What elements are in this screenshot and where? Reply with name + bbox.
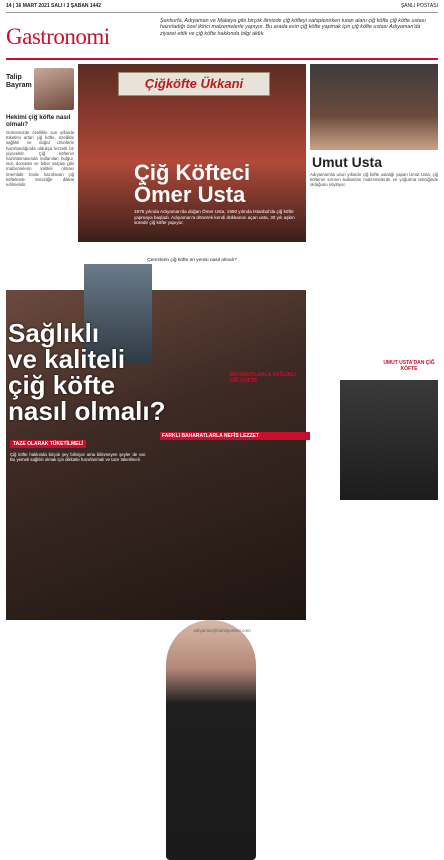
headline bbox=[134, 162, 250, 206]
lower-headline bbox=[8, 320, 166, 424]
author-name: Talip Bayram bbox=[6, 74, 32, 89]
page-header bbox=[6, 2, 438, 13]
column-body: Günümüzde özellikle son yıllarda tüketimi artan çiğ köfte, özellikle sağlıklı ve doğal ürünlerle hazırlandığında oldukça lezzetli bir yiyecektir. Çiğ köftenin hazırlanmasında kullanılan bulgur, isot, domates ve biber salçası gibi malzemelerin kaliteli olması önemlidir. Evde hazırlanan çiğ köftelerde temizliğe dikkat edilmelidir. bbox=[6, 130, 74, 188]
right-body: Adıyaman'da uzun yıllardır çiğ köfte ustalığı yapan Umut Usta, çiğ köftenin sırrının kullanılan malzemelerde ve yoğurma tekniğinde olduğunu söylüyor. bbox=[310, 172, 438, 188]
lower-headline-line3: çiğ köfte bbox=[8, 370, 115, 400]
red-divider bbox=[6, 58, 438, 60]
lower-subhead: TAZE OLARAK TÜKETİLMELİ bbox=[10, 440, 86, 448]
right-subhead: UMUT USTA'DAN ÇİĞ KÖFTE bbox=[383, 360, 435, 372]
chef-figure bbox=[166, 620, 256, 860]
right-title: Umut Usta bbox=[312, 154, 383, 170]
lower-headline-line4: nasıl olmalı? bbox=[8, 396, 166, 426]
intro-text: Şanlıurfa, Adıyaman ve Malatya gibi birçok ilimizde çiğ köfteyi sahiplenirken tutan alanı çiğ köfte çiğ köfte ustası hazırladığı özel ikinci malzemelerle yapıyor. Bu arada esin çiğ köfte yapmak için çiğ köfte ustası Adıyaman'da ziyaret ettik ve çiğ köfte hakkında bilgi aldık. bbox=[160, 18, 426, 37]
headline-line2: Ömer Usta bbox=[134, 182, 246, 207]
page-date: 14 | 16 MART 2021 SALI / 3 ŞABAN 1442 bbox=[6, 3, 102, 9]
main-photo bbox=[78, 64, 306, 242]
shop-sign: Çiğköfte Ükkani bbox=[118, 72, 270, 96]
lower-headline-line1: Sağlıklı bbox=[8, 318, 100, 348]
footer-text: adiyaman@sanlipostasi.com bbox=[193, 628, 251, 633]
question-banner: Çerezlerin çiğ köfte en yenisi nasıl olmalı? bbox=[147, 258, 237, 263]
lower-subhead-3: FARKLI BAHARATLARLA NEFİS LEZZET bbox=[160, 432, 310, 440]
main-caption: 1976 yılında Adıyaman'da doğan Ömer Usta, 1990 yılında İstanbul'da çiğ köfte yapmaya başladı. Adıyaman'a dönerek kendi dükkanını açan usta, 30 yılı aşkın süredir çiğ köfte yapıyor. bbox=[134, 209, 295, 225]
author-photo bbox=[34, 68, 74, 110]
lower-headline-line2: ve kaliteli bbox=[8, 344, 126, 374]
headline-line1: Çiğ Köfteci bbox=[134, 160, 251, 185]
publication-name: ŞANLI POSTASI bbox=[400, 3, 438, 9]
section-title: Gastronomi bbox=[6, 24, 110, 49]
lower-body: Çiğ köfte hakkında birçok şey biliniyor ama bilinmeyen şeyler de var. Bu yemek sağlıklı olmak için dikkatle hazırlanmalı ve taze tüketilmeli. bbox=[10, 452, 146, 463]
right-photo-2 bbox=[340, 380, 438, 500]
right-photo bbox=[310, 64, 438, 150]
column-title: Hekimi çiğ köfte nasıl olmalı? bbox=[6, 114, 71, 128]
lower-subhead-2: BAHARATLARLA SAĞLIKLI ÇİĞ KÖFTE bbox=[230, 372, 296, 384]
